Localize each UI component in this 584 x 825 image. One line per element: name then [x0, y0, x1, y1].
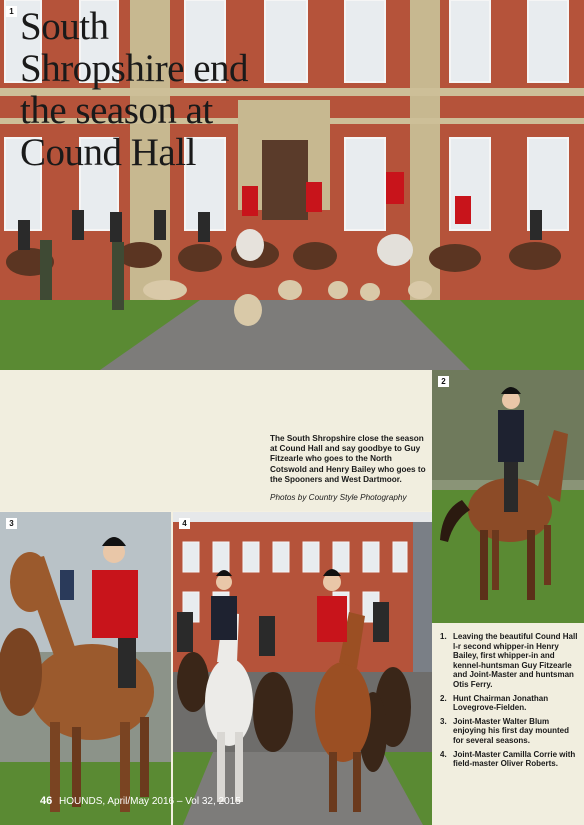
caption-item [440, 717, 580, 746]
caption-number: 3. [440, 716, 447, 726]
photo-2-hunt-chairman [432, 370, 584, 623]
photo-3-number: 3 [6, 518, 17, 529]
photo-4-number: 4 [179, 518, 190, 529]
article-headline: South Shropshire end the season at Cound Hall [20, 5, 249, 174]
photo-2-number: 2 [438, 376, 449, 387]
publication-info: HOUNDS, April/May 2016 – Vol 32, 2015 [59, 796, 241, 807]
photo-4-joint-master-field-master [173, 512, 432, 825]
photo-2-image [432, 370, 584, 623]
caption-number: 2. [440, 693, 447, 703]
page-folio [40, 795, 241, 807]
photo-3-joint-master [0, 512, 171, 825]
photo-3-image [0, 512, 171, 825]
caption-number: 1. [440, 632, 447, 641]
caption-text: Hunt Chairman Jonathan Lovegrove-Fielden. [453, 693, 549, 713]
caption-text: Leaving the beautiful Cound Hall l-r second whipper-in Henry Bailey, first whipper-in and kennel-huntsman Guy Fitzearle and Joint-Master and huntsman Otis Ferry. [453, 632, 578, 689]
page-number: 46 [40, 795, 53, 807]
caption-text: Joint-Master Walter Blum enjoying his first day mounted for several seasons. [453, 716, 570, 745]
photo-credit: Photos by Country Style Photography [270, 493, 407, 502]
photo-1-number: 1 [6, 6, 17, 17]
caption-number: 4. [440, 749, 447, 759]
caption-item [440, 750, 580, 769]
photo-4-image [173, 512, 432, 825]
caption-text: Joint-Master Camilla Corrie with field-master Oliver Roberts. [453, 749, 576, 769]
caption-item [440, 632, 580, 690]
caption-item [440, 694, 580, 713]
caption-list [440, 632, 580, 773]
article-intro: The South Shropshire close the season at Cound Hall and say goodbye to Guy Fitzearle who goes to the North Cotswold and Henry Bailey who goes to the Spooners and West Dartmoor. [270, 434, 426, 484]
